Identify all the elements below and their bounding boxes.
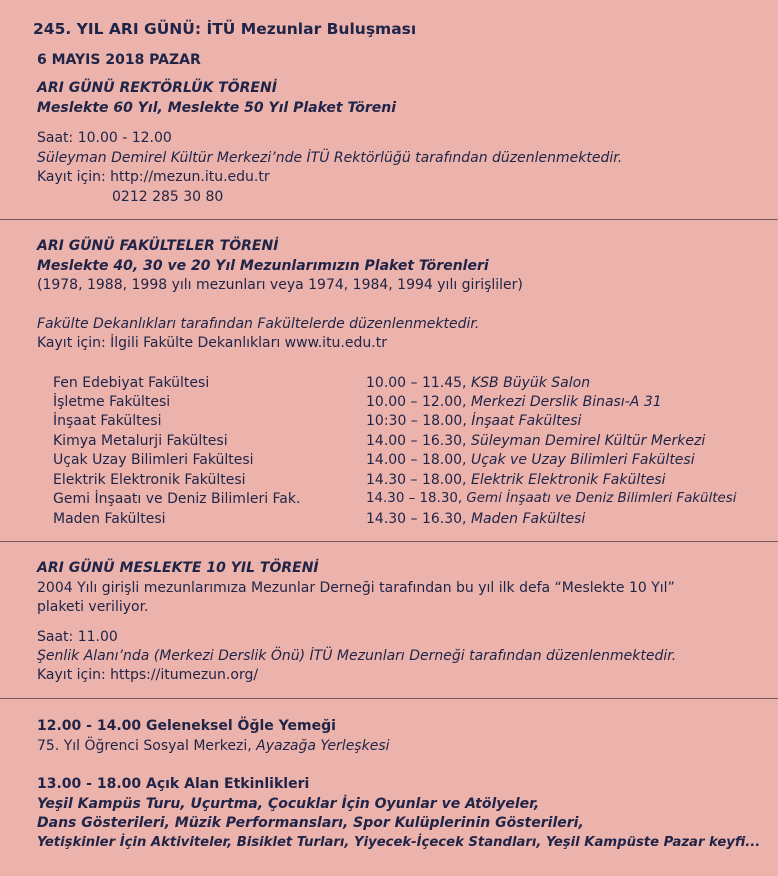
section1-heading: ARI GÜNÜ REKTÖRLÜK TÖRENİ bbox=[37, 80, 277, 96]
event-date: 6 MAYIS 2018 PAZAR bbox=[37, 52, 201, 68]
section1-phone: 0212 285 30 80 bbox=[112, 189, 224, 205]
section2-years-note: (1978, 1988, 1998 yılı mezunları veya 1974, 1984, 1994 yılı girişliler) bbox=[37, 277, 523, 293]
activities-line: Yetişkinler İçin Aktiviteler, Bisiklet Turları, Yiyecek-İçecek Standları, Yeşil Kampüste Pazar keyfi... bbox=[37, 835, 761, 850]
faculty-schedule: 14.30 – 18.00, Elektrik Elektronik Fakültesi bbox=[366, 472, 666, 488]
section1-time: Saat: 10.00 - 12.00 bbox=[37, 130, 172, 146]
faculty-name: İşletme Fakültesi bbox=[53, 394, 171, 410]
section3-registration: Kayıt için: https://itumezun.org/ bbox=[37, 667, 259, 683]
section3-organizer: Şenlik Alanı’nda (Merkezi Derslik Önü) İTÜ Mezunları Derneği tarafından düzenlenmektedir. bbox=[37, 648, 677, 664]
section2-organizer: Fakülte Dekanlıkları tarafından Fakültelerde düzenlenmektedir. bbox=[37, 316, 480, 332]
faculty-schedule: 14.00 – 16.30, Süleyman Demirel Kültür Merkezi bbox=[366, 433, 706, 449]
faculty-schedule: 14.30 – 16.30, Maden Fakültesi bbox=[366, 511, 586, 527]
divider bbox=[0, 219, 778, 220]
page-title: 245. YIL ARI GÜNÜ: İTÜ Mezunlar Buluşması bbox=[33, 20, 417, 38]
activities-line: Dans Gösterileri, Müzik Performansları, Spor Kulüplerinin Gösterileri, bbox=[37, 815, 584, 831]
faculty-name: İnşaat Fakültesi bbox=[53, 413, 162, 429]
divider bbox=[0, 541, 778, 542]
faculty-schedule: 10:30 – 18.00, İnşaat Fakültesi bbox=[366, 413, 582, 429]
section1-subheading: Meslekte 60 Yıl, Meslekte 50 Yıl Plaket Töreni bbox=[37, 100, 397, 116]
section2-subheading: Meslekte 40, 30 ve 20 Yıl Mezunlarımızın Plaket Törenleri bbox=[37, 258, 489, 274]
faculty-name: Gemi İnşaatı ve Deniz Bilimleri Fak. bbox=[53, 491, 301, 507]
faculty-name: Maden Fakültesi bbox=[53, 511, 166, 527]
section3-time: Saat: 11.00 bbox=[37, 629, 118, 645]
faculty-name: Uçak Uzay Bilimleri Fakültesi bbox=[53, 452, 254, 468]
faculty-name: Fen Edebiyat Fakültesi bbox=[53, 375, 210, 391]
faculty-schedule: 10.00 – 11.45, KSB Büyük Salon bbox=[366, 375, 591, 391]
section1-registration: Kayıt için: http://mezun.itu.edu.tr bbox=[37, 169, 270, 185]
section3-description-cont: plaketi veriliyor. bbox=[37, 599, 149, 615]
section2-heading: ARI GÜNÜ FAKÜLTELER TÖRENİ bbox=[37, 238, 279, 254]
faculty-name: Elektrik Elektronik Fakültesi bbox=[53, 472, 246, 488]
faculty-name: Kimya Metalurji Fakültesi bbox=[53, 433, 228, 449]
section1-organizer: Süleyman Demirel Kültür Merkezi’nde İTÜ Rektörlüğü tarafından düzenlenmektedir. bbox=[37, 150, 623, 166]
lunch-place: 75. Yıl Öğrenci Sosyal Merkezi, Ayazağa Yerleşkesi bbox=[37, 738, 390, 754]
activities-line: Yeşil Kampüs Turu, Uçurtma, Çocuklar İçin Oyunlar ve Atölyeler, bbox=[37, 796, 540, 812]
activities-title: 13.00 - 18.00 Açık Alan Etkinlikleri bbox=[37, 776, 310, 792]
lunch-title: 12.00 - 14.00 Geleneksel Öğle Yemeği bbox=[37, 718, 336, 734]
section3-heading: ARI GÜNÜ MESLEKTE 10 YIL TÖRENİ bbox=[37, 560, 319, 576]
faculty-schedule: 10.00 – 12.00, Merkezi Derslik Binası-A 31 bbox=[366, 394, 662, 410]
section3-description: 2004 Yılı girişli mezunlarımıza Mezunlar Derneği tarafından bu yıl ilk defa “Meslekte 10 Yıl” bbox=[37, 580, 675, 596]
faculty-schedule: 14.30 – 18.30, Gemi İnşaatı ve Deniz Bilimleri Fakültesi bbox=[366, 491, 737, 506]
faculty-schedule: 14.00 – 18.00, Uçak ve Uzay Bilimleri Fakültesi bbox=[366, 452, 695, 468]
divider bbox=[0, 698, 778, 699]
section2-registration: Kayıt için: İlgili Fakülte Dekanlıkları www.itu.edu.tr bbox=[37, 335, 387, 351]
